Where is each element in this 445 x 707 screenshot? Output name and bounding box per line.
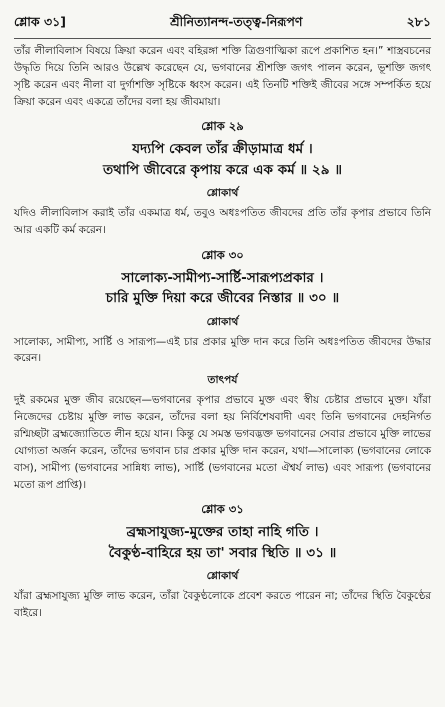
verse-line-1: সালোক্য-সামীপ্য-সার্ষ্টি-সারূপ্যপ্রকার । <box>121 269 324 286</box>
translation-label: শ্লোকার্থ <box>206 315 239 328</box>
verse-line-1: ব্রহ্মসাযুজ্য-মুক্তের তাহা নাহি গতি । <box>126 524 319 541</box>
chapter-title: শ্রীনিত্যানন্দ-তত্ত্ব-নিরূপণ <box>170 14 303 29</box>
page-header <box>14 14 431 39</box>
header-verse-ref: শ্লোক ৩১] <box>14 14 66 29</box>
verse-line-2: বৈকুণ্ঠ-বাহিরে হয় তা' সবার স্থিতি ॥ ৩১ ॥ <box>108 544 337 561</box>
translation-paragraph: সালোক্য, সামীপ্য, সার্ষ্টি ও সারূপ্য—এই চার প্রকার মুক্তি দান করে তিনি অধঃপতিত জীবদের উদ্ধার করেন। <box>14 335 431 365</box>
verse-line-2: চারি মুক্তি দিয়া করে জীবের নিস্তার ॥ ৩০ ॥ <box>105 290 340 307</box>
verse-29 <box>14 118 431 180</box>
translation-label: শ্লোকার্থ <box>206 187 239 200</box>
translation-paragraph: যদিও লীলাবিলাস করাই তাঁর একমাত্র ধর্ম, তবুও অধঃপতিত জীবদের প্রতি তাঁর কৃপার প্রভাবে তিনি আর একটি কর্ম করেন। <box>14 207 431 236</box>
translation-paragraph: যাঁরা ব্রহ্মসাযুজ্য মুক্তি লাভ করেন, তাঁরা বৈকুণ্ঠলোকে প্রবেশ করতে পারেন না; তাঁদের স্থিতি বৈকুণ্ঠের বাইরে। <box>14 590 431 619</box>
intro-paragraph: তাঁর লীলাবিলাস বিষয়ে ক্রিয়া করেন এবং বহিরঙ্গা শক্তি ত্রিগুণাত্মিকা রূপে প্রকাশিত হন।” শাস্ত্রবচনের উদ্ধৃতি দিয়ে তিনি আরও উল্লেখ করেছেন যে, ভগবানের শ্রীশক্তি জগৎ পালন করেন, ভূশক্তি জগৎ সৃষ্টি করেন এবং নীলা বা দুর্গাশক্তি সৃষ্টিকে ধ্বংস করেন। এই তিনটি শক্তিই জীবের সঙ্গে সম্পর্কিত হয়ে ক্রিয়া করেন এবং একত্রে তাঁদের বলা হয় জীবমায়া। <box>14 45 431 108</box>
translation-label: শ্লোকার্থ <box>206 570 239 583</box>
purport-label: তাৎপর্য <box>207 374 238 387</box>
verse-heading: শ্লোক ৩১ <box>201 502 244 517</box>
verse-line-2: তথাপি জীবেরে কৃপায় করে এক কর্ম ॥ ২৯ ॥ <box>102 161 343 178</box>
verse-heading: শ্লোক ২৯ <box>201 119 244 134</box>
purport-paragraph: দুই রকমের মুক্ত জীব রয়েছেন—ভগবানের কৃপার প্রভাবে মুক্ত এবং স্বীয় চেষ্টার প্রভাবে মুক্ত। যাঁরা নিজেদের চেষ্টায় মুক্তি লাভ করেন, তাঁদের বলা হয় নির্বিশেষবাদী এবং তিনি ভগবানের দেহনির্গত রশ্মিচ্ছটা ব্রহ্মজ্যোতিতে লীন হয়ে যান। কিন্তু যে সমস্ত ভগবদ্ভক্ত ভগবানের সেবার প্রভাবে মুক্তি লাভের যোগ্যতা অর্জন করেন, তাঁদের ভগবান চার প্রকার মুক্তি দান করেন, যথা—সালোক্য (ভগবানের লোকে বাস), সামীপ্য (ভগবানের সান্নিধ্য লাভ), সার্ষ্টি (ভগবানের মতো ঐশ্বর্য লাভ) এবং সারূপ্য (ভগবানের মতো রূপ প্রাপ্তি)। <box>14 394 431 491</box>
verse-heading: শ্লোক ৩০ <box>201 247 244 262</box>
verse-30 <box>14 247 431 309</box>
verse-31 <box>14 501 431 563</box>
verse-line-1: যদ্যপি কেবল তাঁর ক্রীড়ামাত্র ধর্ম । <box>132 141 313 158</box>
page-number: ২৮১ <box>406 14 431 29</box>
